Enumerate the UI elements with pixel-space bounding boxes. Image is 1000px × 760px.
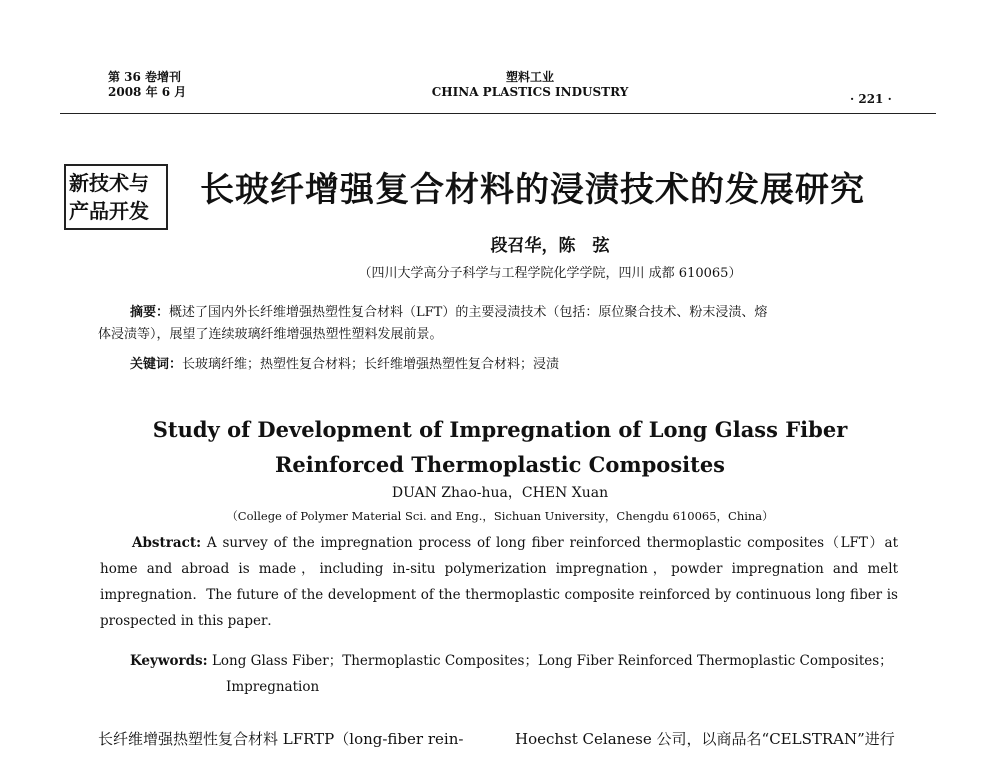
body-text-left-column: 长纤维增强热塑性复合材料 LFRTP（long-fiber rein- [98, 730, 464, 748]
abstract-en-label: Abstract: [132, 535, 202, 551]
article-title-cn: 长玻纤增强复合材料的浸渍技术的发展研究 [200, 170, 865, 210]
running-header-left [108, 70, 186, 100]
abstract-cn-label: 摘要： [130, 305, 170, 320]
body-text-right-column: Hoechst Celanese 公司，以商品名“CELSTRAN”进行 [515, 730, 895, 748]
header-rule [60, 113, 936, 114]
section-tag-line2: 产品开发 [69, 199, 149, 223]
keywords-cn-label: 关键词： [130, 357, 183, 372]
title-en-line1: Study of Development of Impregnation of Long Glass Fiber [152, 417, 848, 442]
affiliation-cn: （四川大学高分子科学与工程学院化学学院，四川 成都 610065） [358, 266, 742, 281]
keywords-en-line1: Long Glass Fiber；Thermoplastic Composites；Long Fiber Reinforced Thermoplastic Composites； [211, 653, 893, 669]
issue-date: 2008 年 6 月 [108, 85, 187, 99]
authors-cn: 段召华，陈 弦 [490, 236, 610, 256]
authors-en: DUAN Zhao-hua，CHEN Xuan [391, 485, 609, 501]
section-tag-line1: 新技术与 [69, 171, 149, 195]
article-title-en [100, 412, 900, 482]
abstract-cn-line1 [98, 302, 898, 324]
affiliation-en: （College of Polymer Material Sci. and Eng.，Sichuan University，Chengdu 610065，China） [226, 509, 774, 523]
keywords-en [130, 648, 900, 700]
journal-name-cn: 塑料工业 [505, 70, 554, 84]
abstract-en [100, 530, 898, 634]
title-en-line2: Reinforced Thermoplastic Composites [274, 452, 726, 477]
keywords-en-label: Keywords: [130, 653, 208, 669]
journal-name-en: CHINA PLASTICS INDUSTRY [431, 85, 629, 99]
abstract-cn [98, 302, 898, 346]
abstract-en-text: A survey of the impregnation process of long fiber reinforced thermoplastic composites（LFT）at home and abroad is made，including in-situ polymerization impregnation，powder impregnation and melt impregnation．The future of the development of the thermoplastic composite reinforced by continuous long fiber is prospected in this paper． [100, 535, 898, 629]
abstract-cn-text1: 概述了国内外长纤维增强热塑性复合材料（LFT）的主要浸渍技术（包括：原位聚合技术、粉末浸渍、熔 [169, 305, 768, 320]
abstract-cn-text2: 体浸渍等），展望了连续玻璃纤维增强热塑性塑料发展前景。 [98, 327, 443, 342]
keywords-cn-text: 长玻璃纤维；热塑性复合材料；长纤维增强热塑性复合材料；浸渍 [182, 357, 560, 372]
keywords-en-line2: Impregnation [226, 679, 320, 695]
volume-info: 第 36 卷增刊 [108, 70, 182, 84]
section-tag [64, 164, 168, 230]
running-header-center [330, 70, 730, 100]
keywords-cn [130, 354, 559, 376]
page-number: · 221 · [850, 92, 892, 106]
